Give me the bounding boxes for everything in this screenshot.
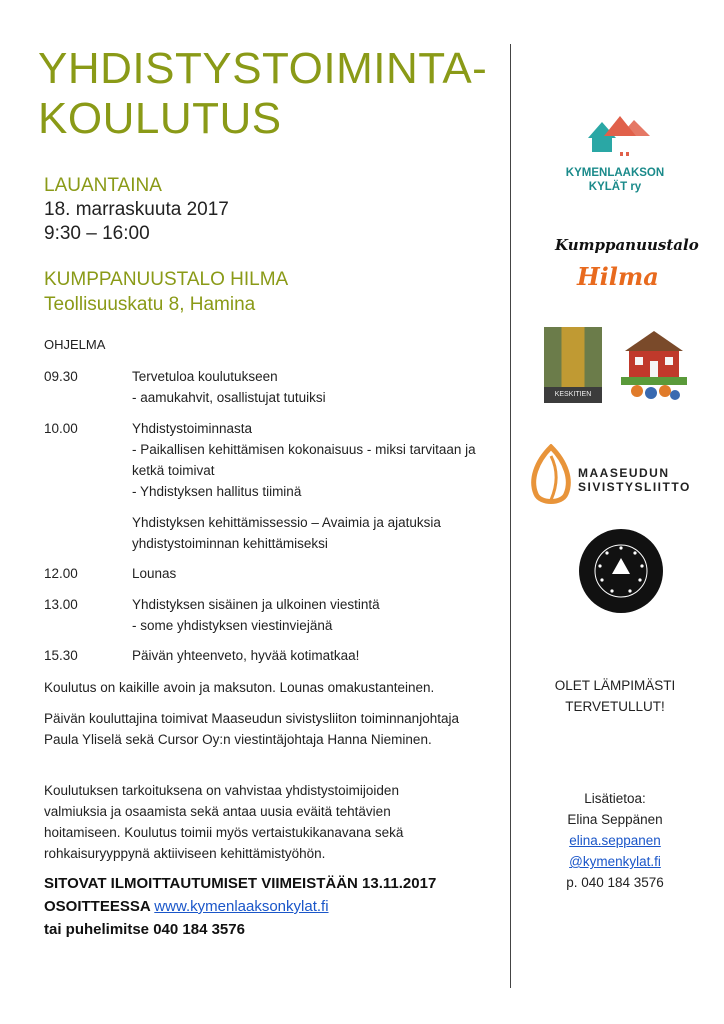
registration-link[interactable]: www.kymenlaaksonkylat.fi xyxy=(154,898,329,915)
event-time: 9:30 – 16:00 xyxy=(44,223,150,244)
program-description xyxy=(132,366,484,408)
contact-label: Lisätietoa: xyxy=(584,791,646,806)
kumppanuustalo-hilma-logo xyxy=(545,236,699,300)
seal-icon xyxy=(578,528,664,614)
welcome-line-1: OLET LÄMPIMÄSTI xyxy=(554,678,676,693)
logo-text: KYMENLAAKSON xyxy=(565,167,665,179)
program-line: Yhdistyksen kehittämissessio – Avaimia ja ajatuksia yhdistystoiminnan kehittämiseksi xyxy=(132,515,441,551)
event-venue: KUMPPANUUSTALO HILMA xyxy=(44,269,289,290)
house-illustration-icon xyxy=(621,327,687,403)
program-description xyxy=(132,645,484,666)
event-day: LAUANTAINA xyxy=(44,175,162,196)
registration-address xyxy=(44,895,436,918)
maaseudun-sivistysliitto-logo xyxy=(528,444,708,512)
registration-phone: tai puhelimitse 040 184 3576 xyxy=(44,921,245,938)
logo-text: KESKITIEN xyxy=(544,387,602,403)
page-title xyxy=(38,44,487,144)
program-line: Yhdistystoiminnasta xyxy=(132,421,253,436)
program-line: - Yhdistyksen hallitus tiiminä xyxy=(132,484,302,499)
program-description xyxy=(132,512,484,554)
contact-name: Elina Seppänen xyxy=(567,812,663,827)
logo-text: KYLÄT ry xyxy=(588,181,642,193)
program-time: 13.00 xyxy=(44,597,78,612)
keskitien-logo xyxy=(544,327,602,403)
program-heading: OHJELMA xyxy=(44,337,106,352)
info-paragraph-2: Päivän kouluttajina toimivat Maaseudun sivistysliiton toiminnanjohtaja Paula Yliselä sekä Cursor Oy:n viestintäjohtaja Hanna Nieminen. xyxy=(44,711,459,747)
welcome-message xyxy=(520,675,710,717)
program-line: Päivän yhteenveto, hyvää kotimatkaa! xyxy=(132,648,360,663)
info-paragraph-3: Koulutuksen tarkoituksena on vahvistaa yhdistystoimijoiden valmiuksia ja osaamista sekä antaa uusia eväitä tehtävien hoitamiseen. Koulutus toimii myös vertaistukikanavana sekä rohkaisuryyppynä aktiiviseen kehittämistyöhön. xyxy=(44,783,404,861)
program-line: Tervetuloa koulutukseen xyxy=(132,369,278,384)
program-time: 09.30 xyxy=(44,369,78,384)
program-line: - Paikallisen kehittämisen kokonaisuus - miksi tarvitaan ja ketkä toimivat xyxy=(132,442,476,478)
program-line: - aamukahvit, osallistujat tutuiksi xyxy=(132,390,326,405)
registration-address-prefix: OSOITTEESSA xyxy=(44,898,155,915)
title-line-2: KOULUTUS xyxy=(38,94,282,143)
logo-text: MAASEUDUN xyxy=(578,466,670,480)
program-time: 12.00 xyxy=(44,566,78,581)
village-house-logo xyxy=(621,327,687,403)
program-description xyxy=(132,418,484,502)
logo-text: Hilma xyxy=(577,262,659,291)
event-address: Teollisuuskatu 8, Hamina xyxy=(44,294,256,315)
info-paragraph-1: Koulutus on kaikille avoin ja maksuton. Lounas omakustanteinen. xyxy=(44,680,435,695)
contact-email-link-domain[interactable]: @kymenkylat.fi xyxy=(569,854,661,869)
title-line-1: YHDISTYSTOIMINTA- xyxy=(38,44,488,93)
registration-deadline: SITOVAT ILMOITTAUTUMISET VIIMEISTÄÄN 13.11.2017 xyxy=(44,875,437,892)
logo-text: Kumppanuustalo xyxy=(555,236,699,254)
ministry-seal-logo xyxy=(578,528,664,614)
program-description xyxy=(132,563,484,584)
welcome-line-2: TERVETULLUT! xyxy=(565,699,665,714)
contact-info xyxy=(520,788,710,893)
houses-icon xyxy=(530,110,700,166)
program-line: Yhdistyksen sisäinen ja ulkoinen viestintä xyxy=(132,597,380,612)
program-line: Lounas xyxy=(132,566,177,581)
registration-info xyxy=(44,872,436,941)
contact-phone: p. 040 184 3576 xyxy=(566,875,664,890)
program-time: 10.00 xyxy=(44,421,78,436)
program-description xyxy=(132,594,484,636)
leaf-icon xyxy=(528,444,574,510)
column-divider xyxy=(510,44,511,988)
program-time: 15.30 xyxy=(44,648,78,663)
kymenlaakson-kylat-logo xyxy=(530,110,700,200)
contact-email-link[interactable]: elina.seppanen xyxy=(569,833,661,848)
program-line: - some yhdistyksen viestinviejänä xyxy=(132,618,333,633)
logo-text: SIVISTYSLIITTO xyxy=(578,480,691,494)
event-date: 18. marraskuuta 2017 xyxy=(44,199,229,220)
